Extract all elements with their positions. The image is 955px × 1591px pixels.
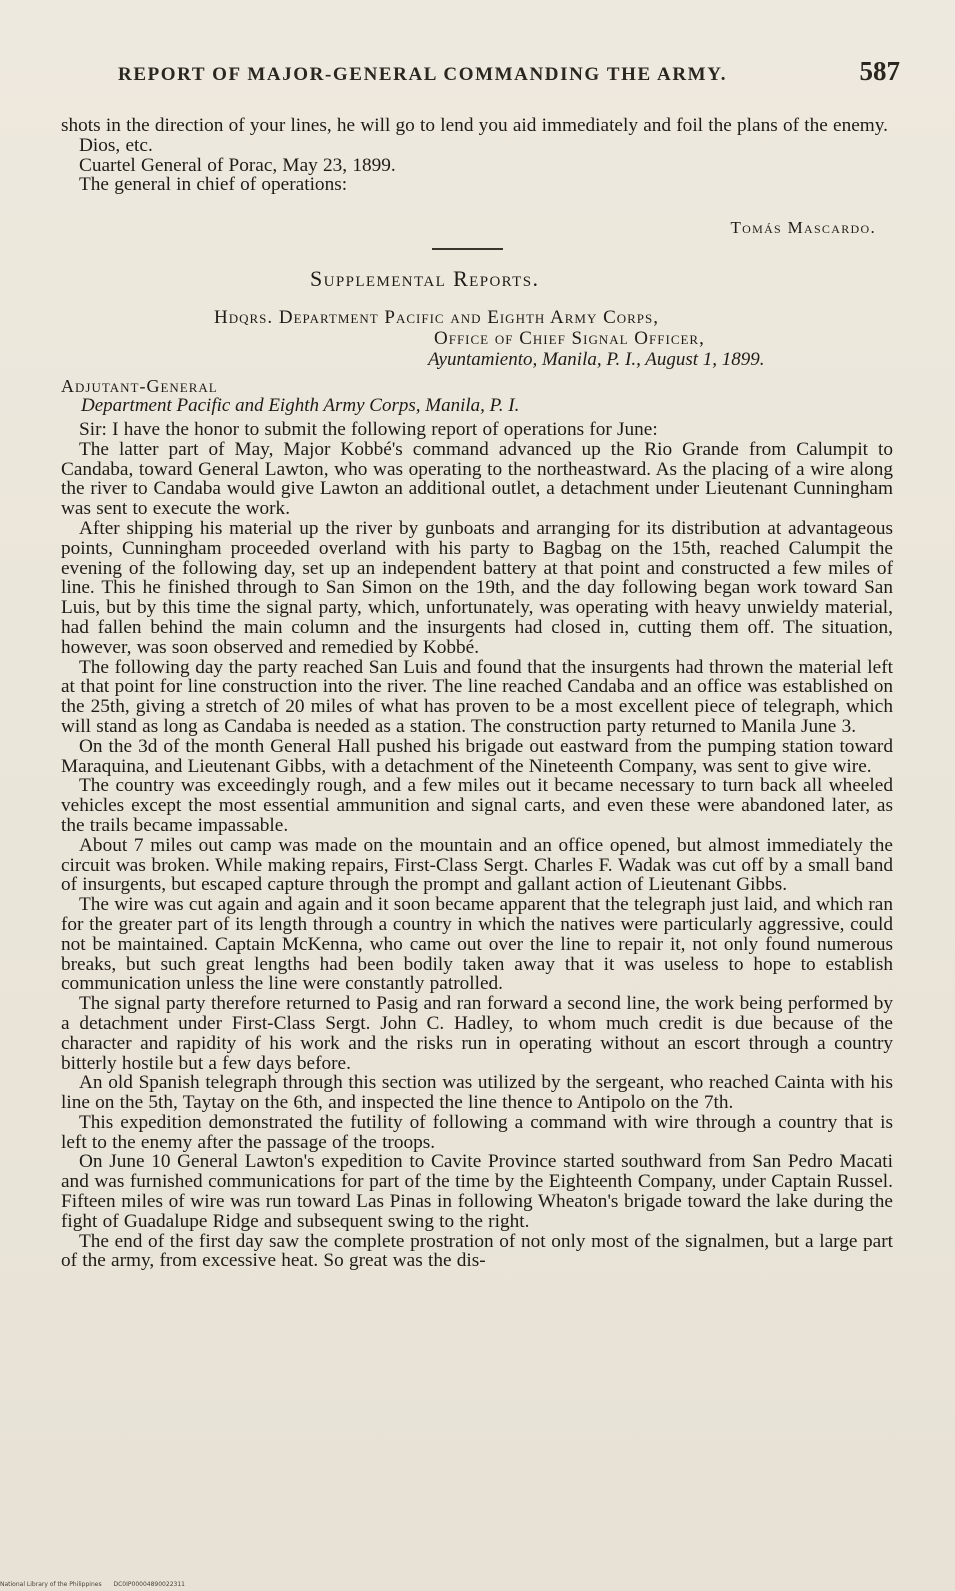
letter-header-line-1: Hdqrs. Department Pacific and Eighth Army Corps, bbox=[214, 307, 660, 328]
running-head bbox=[90, 56, 900, 90]
addressee-line-1: Adjutant-General bbox=[61, 376, 218, 396]
opening-closing: Dios, etc. bbox=[79, 134, 153, 156]
body-paragraph: The signal party therefore returned to Pasig and ran forward a second line, the work being performed by a detachment under First-Class Sergt. John C. Hadley, to whom much credit is due because of the character and rapidity of his work and the risks run in operating without an escort through a country bitterly hostile but a few days before. bbox=[61, 993, 893, 1074]
section-divider bbox=[432, 248, 503, 250]
body-paragraph: The country was exceedingly rough, and a few miles out it became necessary to turn back all wheeled vehicles except the most essential ammunition and signal carts, and even these were abandoned later, as the trails became impassable. bbox=[61, 775, 893, 836]
addressee-line-2: Department Pacific and Eighth Army Corps, Manila, P. I. bbox=[81, 395, 520, 416]
opening-paragraph: shots in the direction of your lines, he will go to lend you aid immediately and foil the plans of the enemy. bbox=[61, 115, 888, 136]
scan-footer bbox=[0, 1581, 185, 1588]
body-paragraph: The following day the party reached San Luis and found that the insurgents had thrown the material left at that point for line construction into the river. The line reached Candaba and an office was established on the 25th, giving a stretch of 20 miles of what has proven to be a most excellent piece of telegraph, which will stand as long as Candaba is needed as a station. The construction party returned to Manila June 3. bbox=[61, 656, 893, 737]
opening-title-line: The general in chief of operations: bbox=[79, 174, 348, 196]
footer-library: National Library of the Philippines bbox=[0, 1581, 102, 1588]
body-paragraph: On the 3d of the month General Hall pushed his brigade out eastward from the pumping station toward Maraquina, and Lieutenant Gibbs, with a detachment of the Nineteenth Company, was sent to give wire. bbox=[61, 735, 893, 777]
footer-code: DC0IP00004890022311 bbox=[113, 1581, 185, 1588]
body-paragraph: Sir: I have the honor to submit the following report of operations for June: bbox=[79, 419, 658, 440]
section-title: Supplemental Reports. bbox=[310, 266, 540, 291]
body-paragraph: After shipping his material up the river by gunboats and arranging for its distribution at advantageous points, Cunningham proceeded overland with his party to Bagbag on the 15th, reached Calumpit the evening of the following day, set up an independent battery at that point and constructed a few miles of line. This he finished through to San Simon on the 19th, and the day following began work toward San Luis, but by this time the signal party, which, unfortunately, was operating with heavy unwieldy material, had fallen behind the main column and the insurgents had closed in, cutting them off. The situation, however, was soon observed and remedied by Kobbé. bbox=[61, 517, 893, 658]
body-paragraph: An old Spanish telegraph through this section was utilized by the sergeant, who reached Cainta with his line on the 5th, Taytay on the 6th, and inspected the line thence to Antipolo on the 7th. bbox=[61, 1072, 893, 1114]
body-paragraph: The wire was cut again and again and it soon became apparent that the telegraph just laid, and which ran for the greater part of its length through a country in which the natives were particularly aggressive, could not be maintained. Captain McKenna, who came out over the line to repair it, not only found numerous breaks, but such great lengths had been bodily taken away that it was useless to hope to establish communication unless the line were constantly patrolled. bbox=[61, 894, 893, 995]
body-paragraph: The end of the first day saw the complete prostration of not only most of the signalmen, but a large part of the army, from excessive heat. So great was the dis- bbox=[61, 1230, 893, 1272]
opening-place-date: Cuartel General of Porac, May 23, 1899. bbox=[79, 154, 396, 176]
opening-block bbox=[61, 116, 893, 195]
body-paragraph: On June 10 General Lawton's expedition to Cavite Province started southward from San Pedro Macati and was furnished communications for part of the time by the Eighteenth Company, under Captain Russel. Fifteen miles of wire was run toward Las Pinas in following Wheaton's brigade toward the lake during the fight of Guadalupe Ridge and subsequent swing to the right. bbox=[61, 1151, 893, 1232]
body-paragraph: This expedition demonstrated the futility of following a command with wire through a country that is left to the enemy after the passage of the troops. bbox=[61, 1111, 893, 1153]
body-paragraph: The latter part of May, Major Kobbé's command advanced up the Rio Grande from Calumpit to Candaba, toward General Lawton, who was operating to the northeastward. As the placing of a wire along the river to Candaba would give Lawton an additional outlet, a detachment under Lieutenant Cunningham was sent to execute the work. bbox=[61, 438, 893, 520]
letter-header-line-3: Ayuntamiento, Manila, P. I., August 1, 1899. bbox=[428, 349, 765, 370]
addressee bbox=[61, 376, 519, 416]
body-paragraph: About 7 miles out camp was made on the mountain and an office opened, but almost immediately the circuit was broken. While making repairs, First-Class Sergt. Charles F. Wadak was cut off by a small band of insurgents, but escaped capture through the prompt and gallant action of Lieutenant Gibbs. bbox=[61, 834, 893, 896]
letter-header-line-2: Office of Chief Signal Officer, bbox=[434, 328, 705, 349]
report-body bbox=[61, 420, 893, 1271]
signature: Tomás Mascardo. bbox=[730, 218, 876, 237]
page-number: 587 bbox=[859, 56, 900, 86]
running-title: REPORT OF MAJOR-GENERAL COMMANDING THE ARMY. bbox=[118, 64, 728, 85]
